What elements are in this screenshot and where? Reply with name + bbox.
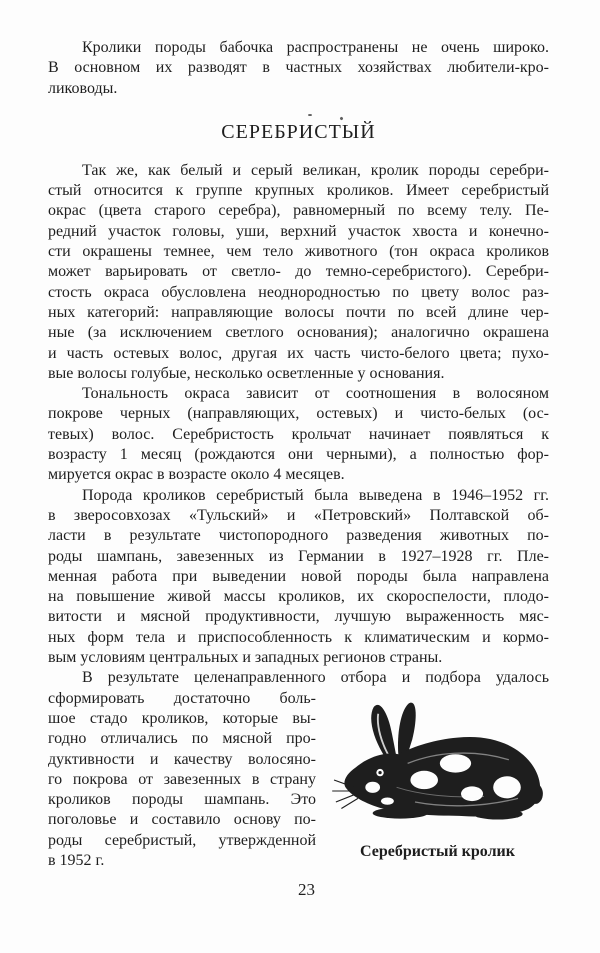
text-line: возрасту 1 месяц (рождаются они черными), а полностью фор-	[48, 446, 549, 464]
text-line: Так же, как белый и серый великан, кролик породы серебри-	[82, 161, 549, 179]
text-line: менная работа при выведении новой породы была направлена	[48, 567, 549, 585]
text-line: Кролики породы бабочка распространены не очень широко.	[82, 39, 549, 56]
paragraph-tonality	[48, 384, 549, 485]
text-line: ласти в результате чистопородного разведения животных по-	[48, 527, 549, 545]
text-line: на повышение живой массы кроликов, их скороспелости, плодо-	[48, 588, 549, 606]
text-line: дуктивности и качеству волосяно-	[48, 750, 316, 768]
paragraph-result-wrapped	[48, 689, 316, 872]
text-line: лиководы.	[48, 79, 118, 97]
text-and-figure-row	[48, 689, 549, 872]
text-line: стость окраса обусловлена неоднородностью по цвету волос раз-	[48, 283, 549, 301]
text-line: тевых) волос. Серебристость крольчат начинает появляться к	[48, 425, 549, 443]
rabbit-illustration-icon	[327, 699, 549, 837]
text-line: вым условиям центральных и западных регионов страны.	[48, 649, 443, 667]
text-line: В основном их разводят в частных хозяйствах любители-кро-	[48, 59, 549, 77]
text-line: кроликов породы шампань. Это	[48, 791, 316, 809]
text-line: Порода кроликов серебристый была выведена в 1946–1952 гг.	[82, 486, 549, 504]
rabbit-figure	[316, 689, 549, 862]
paragraph-history	[48, 486, 549, 669]
text-line: годно отличались по мясной про-	[48, 730, 316, 748]
text-line: покрове черных (направляющих, остевых) и чисто-белых (ос-	[48, 405, 549, 423]
scan-artifact	[308, 114, 312, 116]
text-block	[48, 38, 549, 901]
text-line: ные (за исключением светлого основания); аналогично окрашена	[48, 324, 549, 342]
text-line: и часть остевых волос, другая их часть чисто-белого цвета; пухо-	[48, 344, 549, 362]
text-line: мируется окрас в возрасте около 4 месяцев.	[48, 466, 345, 484]
page-number: 23	[298, 880, 315, 900]
text-line: сформировать достаточно боль-	[48, 689, 316, 707]
text-line: в зверосовхозах «Тульский» и «Петровский» Полтавской об-	[48, 506, 549, 524]
text-line: В результате целенаправленного отбора и подбора удалось	[82, 669, 549, 687]
text-line: редний участок головы, уши, верхний участок хвоста и конечно-	[48, 222, 549, 240]
text-line: ных форм тела и приспособленность к климатическим и кормо-	[48, 628, 549, 646]
text-line: роды шампань, завезенных из Германии в 1927–1928 гг. Пле-	[48, 547, 549, 565]
text-line: го покрова от завезенных в страну	[48, 770, 316, 788]
figure-caption: Серебристый кролик	[360, 842, 515, 860]
section-heading: СЕРЕБРИСТЫЙ	[48, 120, 549, 144]
text-line: роды серебристый, утвержденной	[48, 831, 316, 849]
text-line: поголовье и составило основу по-	[48, 811, 316, 829]
scan-artifact	[339, 116, 343, 120]
text-line: может варьировать от светло- до темно-серебристого). Серебри-	[48, 263, 549, 281]
paragraph-result-intro	[48, 668, 549, 688]
text-line: шое стадо кроликов, которые вы-	[48, 709, 316, 727]
text-line: вые волосы голубые, несколько осветленные у основания.	[48, 364, 445, 382]
text-line: Тональность окраса зависит от соотношения в волосяном	[82, 385, 549, 403]
text-line: в 1952 г.	[48, 851, 105, 869]
text-line: стый относится к группе крупных кроликов. Имеет серебристый	[48, 182, 549, 200]
text-line: сти окрашены темнее, чем тело животного (тон окраса кроликов	[48, 243, 549, 261]
paragraph-description	[48, 161, 549, 384]
text-line: окрас (цвета старого серебра), равномерный по всему телу. Пе-	[48, 202, 549, 220]
text-line: витости и мясной продуктивности, лучшую выраженность мяс-	[48, 608, 549, 626]
paragraph-intro	[48, 38, 549, 99]
text-line: ных категорий: направляющие волосы почти по всей длине чер-	[48, 303, 549, 321]
